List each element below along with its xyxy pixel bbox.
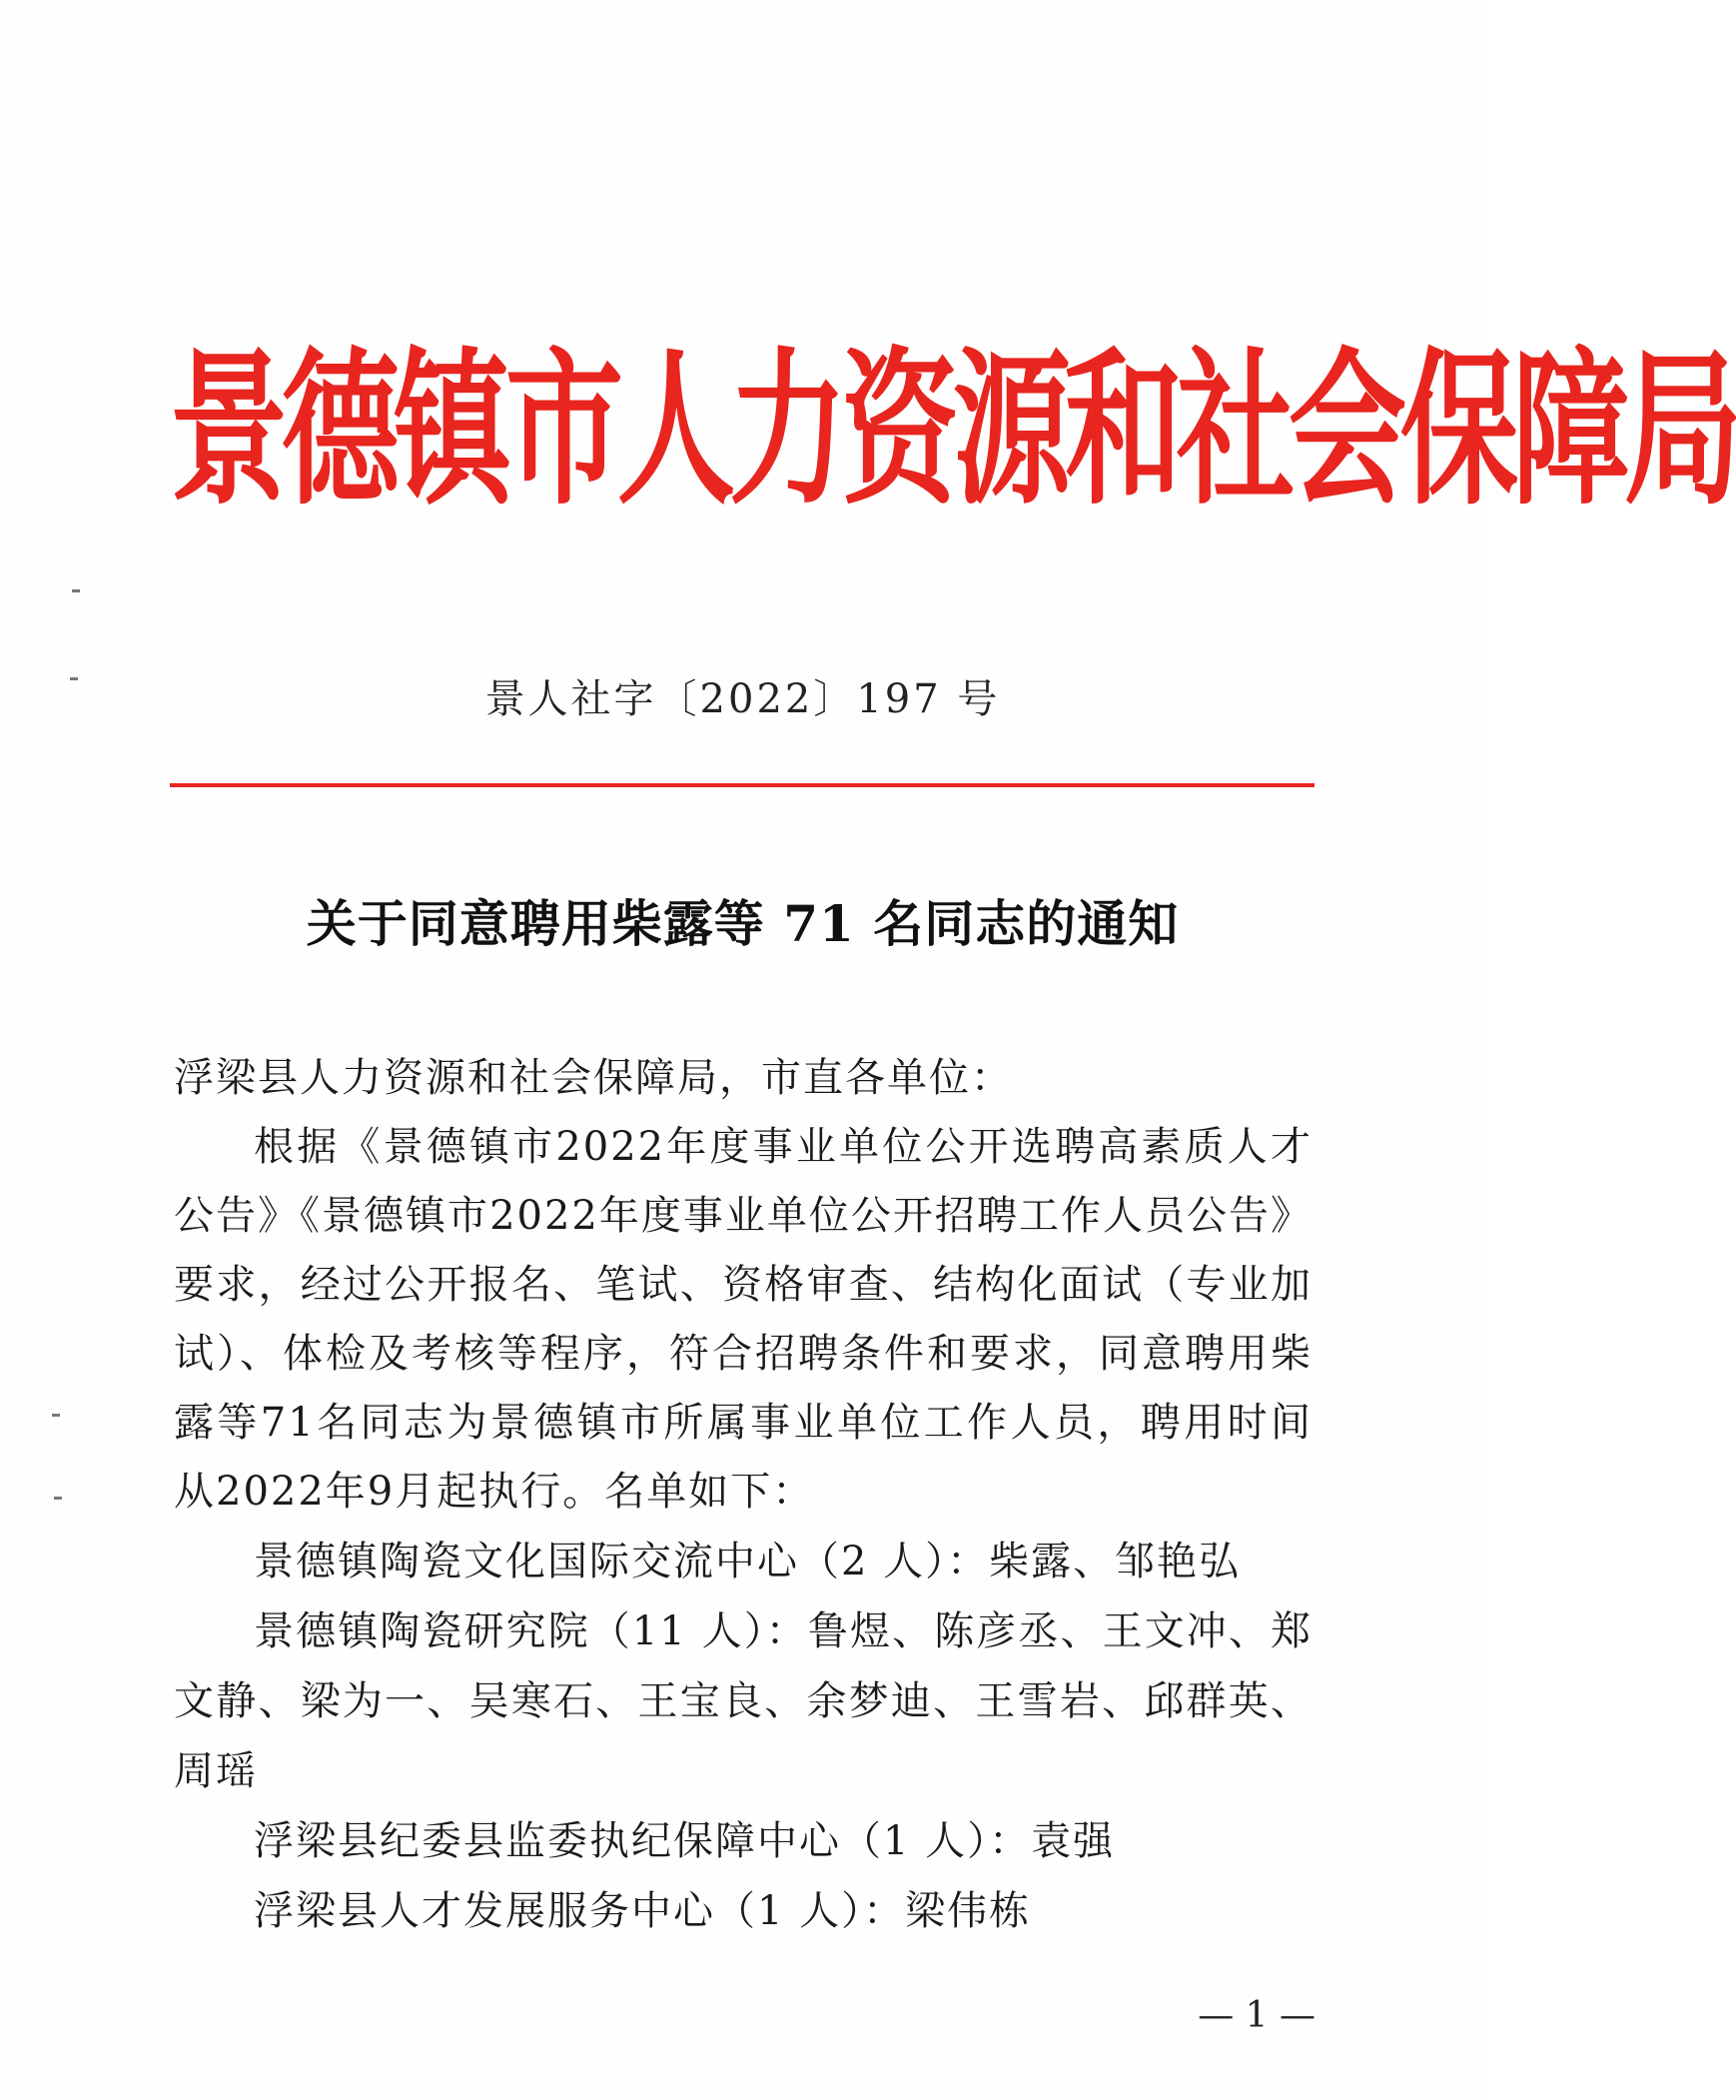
red-separator-rule [170,783,1314,787]
appointment-item: 景德镇陶瓷研究院（11 人）：鲁煜、陈彦丞、王文冲、郑文静、梁为一、吴寒石、王宝良、余梦迪、王雪岩、邱群英、周瑶 [174,1608,1312,1794]
appointment-item: 浮梁县人才发展服务中心（1 人）：梁伟栋 [254,1888,1032,1934]
page-number: — 1 — [1198,1995,1315,2036]
salutation: 浮梁县人力资源和社会保障局，市直各单位： [174,1055,1013,1101]
issuing-organization-header: 景德镇市人力资源和社会保障局 [170,330,1736,527]
notice-body-paragraph: 根据《景德镇市2022年度事业单位公开选聘高素质人才公告》《景德镇市2022年度事业单位公开招聘工作人员公告》要求，经过公开报名、笔试、资格审查、结构化面试（专业加试）、体检及考核等程序，符合招聘条件和要求，同意聘用柴露等71名同志为景德镇市所属事业单位工作人员，聘用时间从2022年9月起执行。名单如下： [174,1124,1312,1515]
appointment-item: 景德镇陶瓷文化国际交流中心（2 人）：柴露、邹艳弘 [254,1539,1242,1584]
appointment-list [174,1527,1312,1946]
notice-title: 关于同意聘用柴露等 71 名同志的通知 [306,894,1180,953]
scan-speck [52,1414,60,1417]
scan-speck [54,1497,62,1500]
scan-speck [72,589,80,592]
appointment-item: 浮梁县纪委县监委执纪保障中心（1 人）：袁强 [254,1818,1116,1864]
document-number: 景人社字〔2022〕197 号 [484,676,1001,722]
